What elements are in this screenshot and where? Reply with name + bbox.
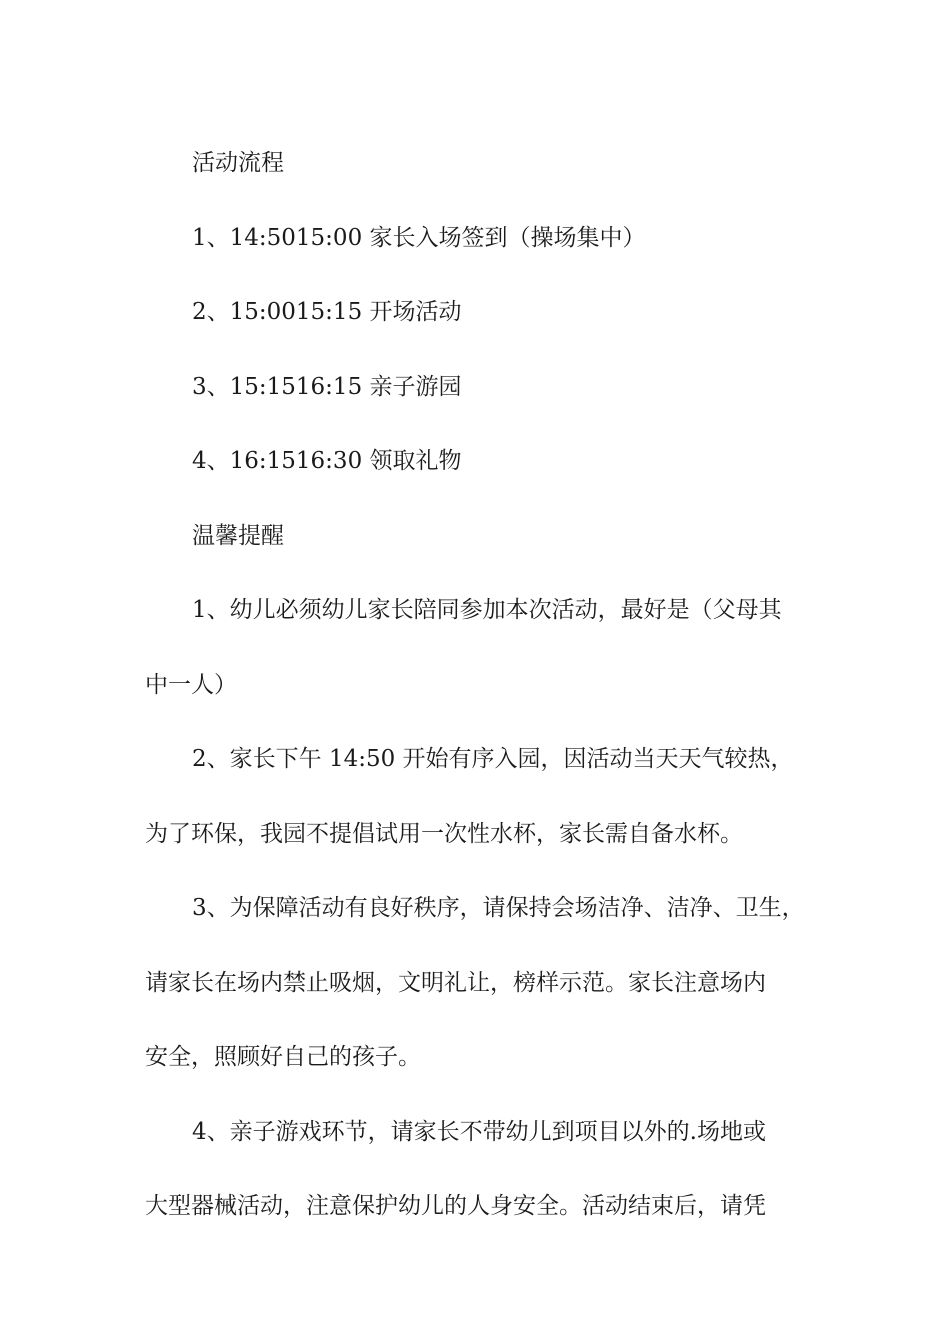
reminder-2-line-1: 2、家长下午 14:50 开始有序入园，因活动当天天气较热，: [192, 746, 794, 772]
flow-item-1: 1、14:5015:00 家长入场签到（操场集中）: [192, 224, 646, 251]
reminder-4-line-1: 4、亲子游戏环节，请家长不带幼儿到项目以外的.场地或: [192, 1118, 766, 1145]
reminder-3-line-3: 安全，照顾好自己的孩子。: [145, 1044, 421, 1070]
reminder-3-line-2: 请家长在场内禁止吸烟，文明礼让，榜样示范。家长注意场内: [145, 969, 766, 996]
reminder-3-line-1: 3、为保障活动有良好秩序，请保持会场洁净、洁净、卫生，: [192, 895, 805, 921]
reminder-4-line-2: 大型器械活动，注意保护幼儿的人身安全。活动结束后，请凭: [145, 1193, 766, 1219]
reminder-1-line-2: 中一人）: [145, 671, 237, 698]
reminder-2-line-2: 为了环保，我园不提倡试用一次性水杯，家长需自备水杯。: [145, 820, 743, 847]
flow-item-4: 4、16:1516:30 领取礼物: [192, 448, 462, 474]
flow-item-3: 3、15:1516:15 亲子游园: [192, 373, 462, 400]
flow-item-2: 2、15:0015:15 开场活动: [192, 299, 462, 325]
section-heading-reminders: 温馨提醒: [192, 522, 284, 549]
reminder-1-line-1: 1、幼儿必须幼儿家长陪同参加本次活动，最好是（父母其: [192, 597, 782, 623]
document-body: [145, 126, 817, 1244]
section-heading-activity-flow: 活动流程: [192, 150, 284, 176]
